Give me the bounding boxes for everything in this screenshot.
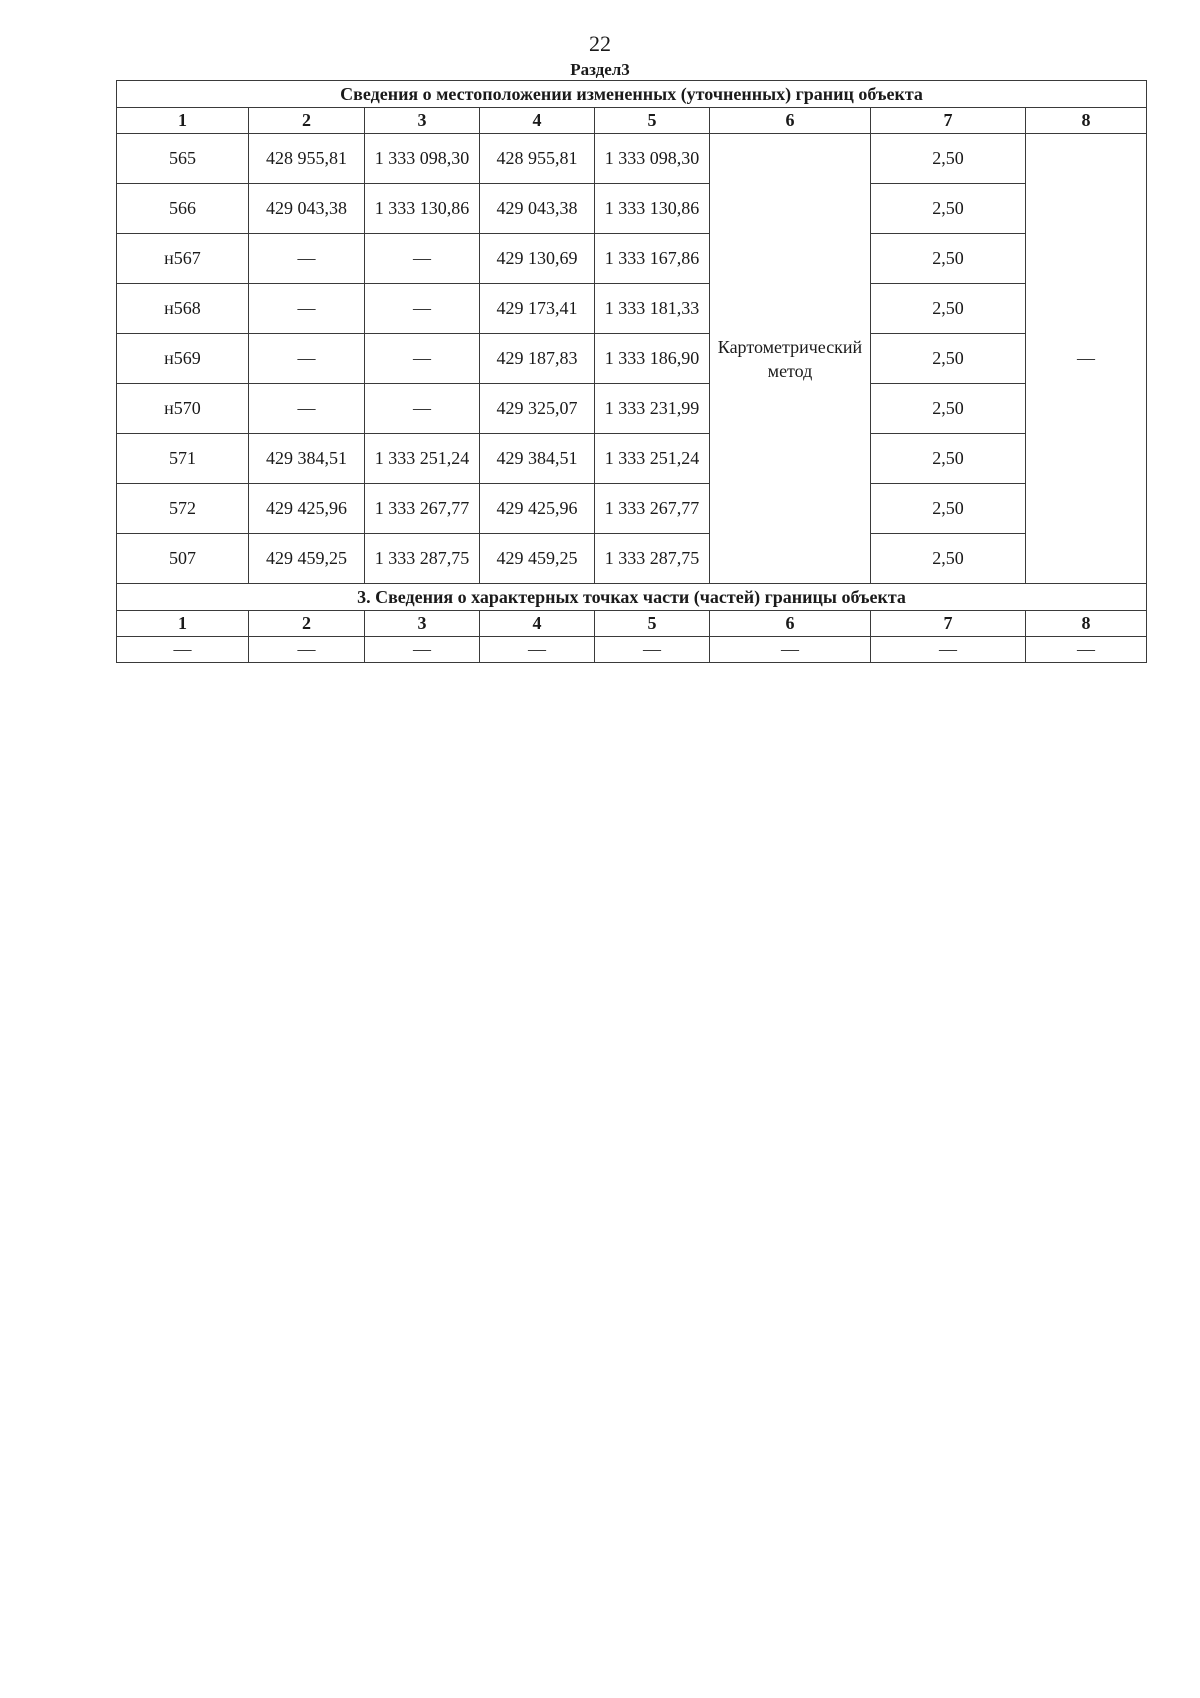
method-cell: Картометрический метод [710,134,871,584]
column-number: 3 [365,108,480,134]
cell-x-new: 428 955,81 [480,134,595,184]
column-number: 8 [1026,108,1147,134]
cell-x-new: 429 425,96 [480,484,595,534]
column-number: 6 [710,108,871,134]
cell-y-old: 1 333 287,75 [365,534,480,584]
column-number: 1 [117,108,249,134]
cell-x-old: — [249,234,365,284]
cell-point: 572 [117,484,249,534]
table-row [117,284,1147,334]
column-number: 7 [871,611,1026,637]
table-row [117,484,1147,534]
column-number: 6 [710,611,871,637]
cell-x-new: 429 384,51 [480,434,595,484]
cell-y-new: 1 333 267,77 [595,484,710,534]
cell-x-old: 429 043,38 [249,184,365,234]
cell-accuracy: 2,50 [871,284,1026,334]
cell-y-new: 1 333 231,99 [595,384,710,434]
table1-title-row [117,81,1147,108]
table2-column-numbers [117,611,1147,637]
cell-x-new: 429 043,38 [480,184,595,234]
empty-cell: — [249,637,365,663]
empty-cell: — [117,637,249,663]
cell-y-old: — [365,284,480,334]
cell-y-new: 1 333 251,24 [595,434,710,484]
cell-y-new: 1 333 167,86 [595,234,710,284]
table-row [117,534,1147,584]
cell-y-old: 1 333 098,30 [365,134,480,184]
cell-x-old: 429 459,25 [249,534,365,584]
column-number: 5 [595,108,710,134]
cell-y-old: — [365,234,480,284]
cell-point: 571 [117,434,249,484]
cell-accuracy: 2,50 [871,184,1026,234]
cell-y-new: 1 333 130,86 [595,184,710,234]
empty-cell: — [595,637,710,663]
cell-y-old: — [365,384,480,434]
column-number: 2 [249,108,365,134]
column-number: 1 [117,611,249,637]
cell-y-old: 1 333 267,77 [365,484,480,534]
cell-y-old: — [365,334,480,384]
column-number: 3 [365,611,480,637]
cell-x-new: 429 459,25 [480,534,595,584]
cell-y-old: 1 333 251,24 [365,434,480,484]
cell-point: 565 [117,134,249,184]
cell-accuracy: 2,50 [871,234,1026,284]
section-label: Раздел3 [570,60,630,79]
table2-empty-row [117,637,1147,663]
empty-cell: — [480,637,595,663]
empty-cell: — [710,637,871,663]
column-number: 2 [249,611,365,637]
table-body [117,81,1147,663]
cell-point: н567 [117,234,249,284]
cell-x-new: 429 325,07 [480,384,595,434]
table-row [117,334,1147,384]
cell-point: 566 [117,184,249,234]
cell-y-new: 1 333 287,75 [595,534,710,584]
empty-cell: — [365,637,480,663]
table2-title: 3. Сведения о характерных точках части (частей) границы объекта [117,584,1147,611]
table2-title-row [117,584,1147,611]
cell-x-new: 429 173,41 [480,284,595,334]
column-number: 5 [595,611,710,637]
table1-title: Сведения о местоположении измененных (уточненных) границ объекта [117,81,1147,108]
cell-y-new: 1 333 181,33 [595,284,710,334]
col8-cell: — [1026,134,1147,584]
cell-accuracy: 2,50 [871,334,1026,384]
cell-x-old: — [249,284,365,334]
cell-x-old: — [249,384,365,434]
cell-y-new: 1 333 186,90 [595,334,710,384]
cell-accuracy: 2,50 [871,134,1026,184]
table-row [117,184,1147,234]
cell-x-new: 429 187,83 [480,334,595,384]
cell-accuracy: 2,50 [871,384,1026,434]
table-row [117,134,1147,184]
cell-accuracy: 2,50 [871,534,1026,584]
table-row [117,384,1147,434]
boundary-table [116,80,1147,663]
table1-column-numbers [117,108,1147,134]
column-number: 7 [871,108,1026,134]
cell-point: н569 [117,334,249,384]
cell-x-old: — [249,334,365,384]
cell-x-old: 428 955,81 [249,134,365,184]
cell-point: 507 [117,534,249,584]
column-number: 8 [1026,611,1147,637]
cell-y-new: 1 333 098,30 [595,134,710,184]
cell-x-old: 429 425,96 [249,484,365,534]
cell-point: н568 [117,284,249,334]
cell-x-new: 429 130,69 [480,234,595,284]
cell-accuracy: 2,50 [871,434,1026,484]
empty-cell: — [871,637,1026,663]
cell-x-old: 429 384,51 [249,434,365,484]
cell-point: н570 [117,384,249,434]
cell-y-old: 1 333 130,86 [365,184,480,234]
page-number: 22 [589,31,611,56]
column-number: 4 [480,611,595,637]
column-number: 4 [480,108,595,134]
table-row [117,434,1147,484]
table-row [117,234,1147,284]
cell-accuracy: 2,50 [871,484,1026,534]
empty-cell: — [1026,637,1147,663]
